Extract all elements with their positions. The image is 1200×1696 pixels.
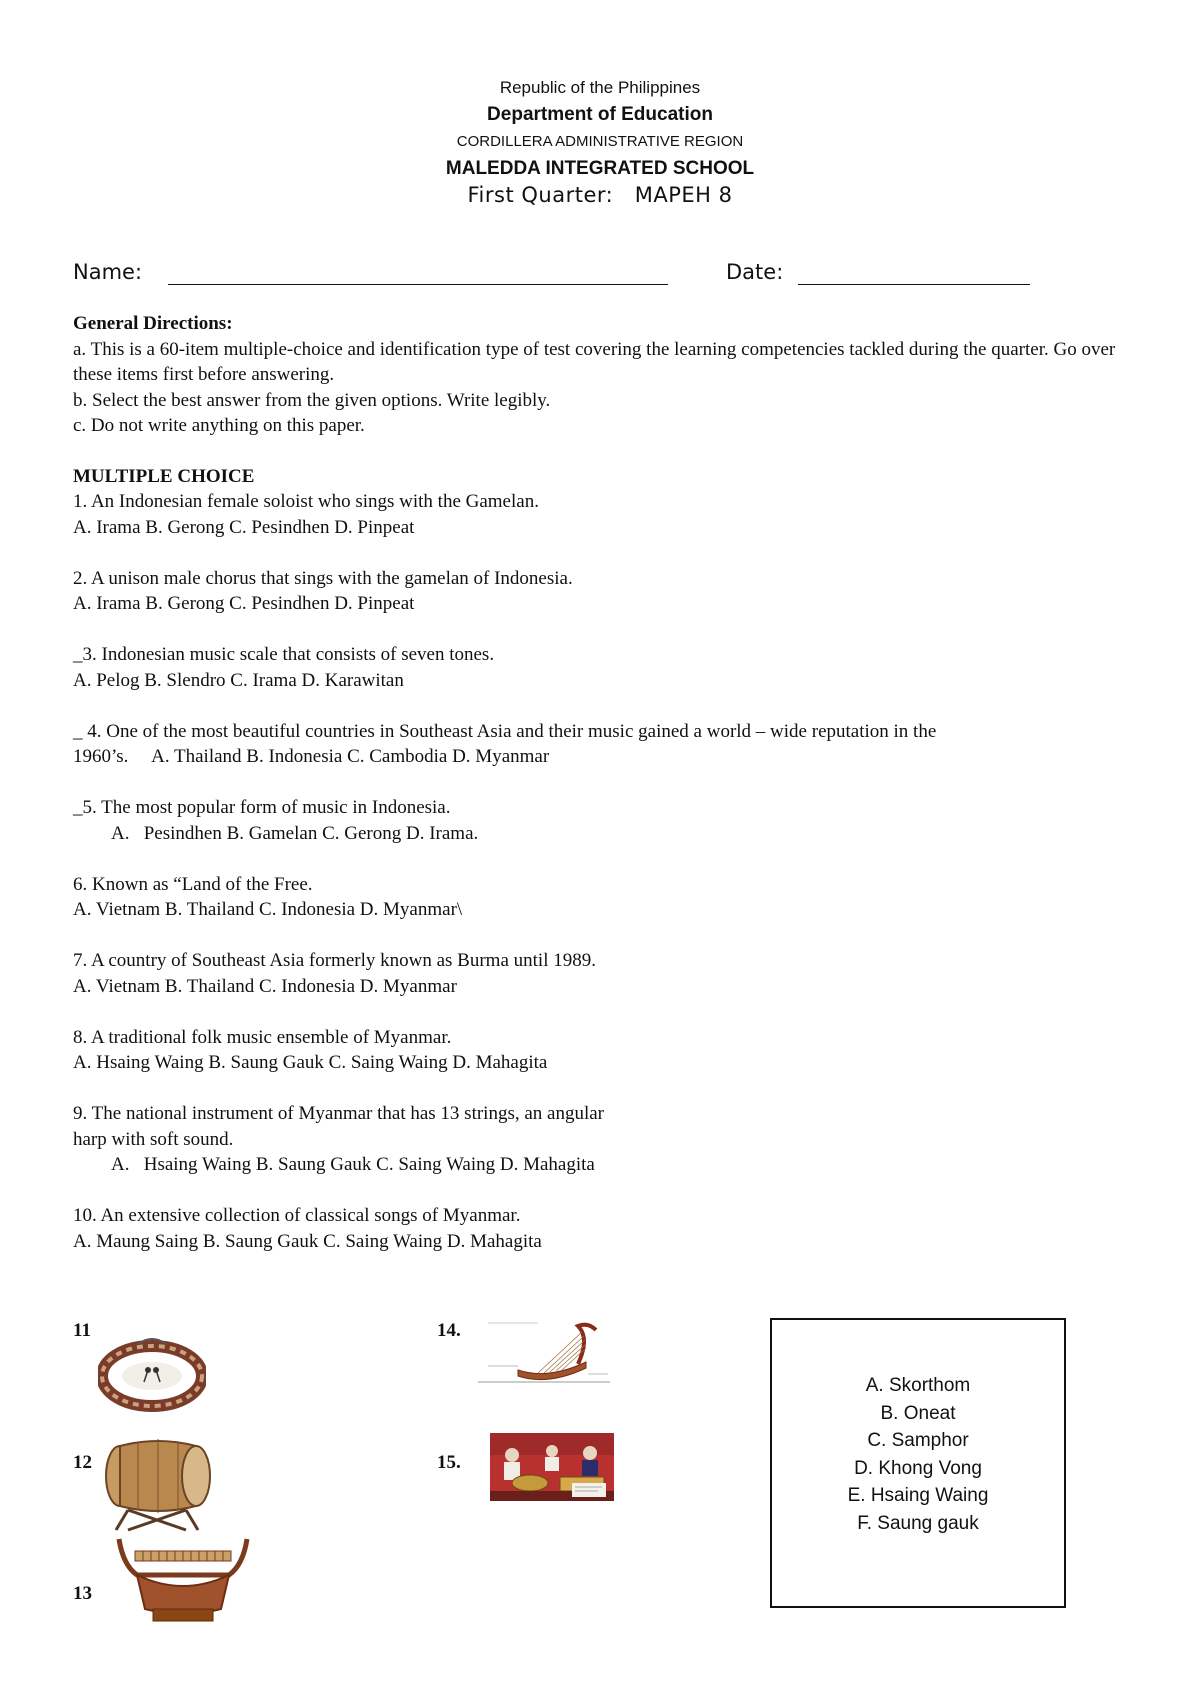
question-options: A. Hsaing Waing B. Saung Gauk C. Saing Waing D. Mahagita — [111, 1154, 595, 1175]
direction-b: b. Select the best answer from the given options. Write legibly. — [73, 389, 551, 411]
date-label: Date: — [726, 260, 784, 284]
question-options: A. Maung Saing B. Saung Gauk C. Saing Waing D. Mahagita — [73, 1230, 542, 1252]
question-text: 8. A traditional folk music ensemble of Myanmar. — [73, 1026, 452, 1048]
question-options: A. Irama B. Gerong C. Pesindhen D. Pinpeat — [73, 593, 415, 614]
question-text-continued: harp with soft sound. — [73, 1128, 234, 1150]
question-text: 10. An extensive collection of classical songs of Myanmar. — [73, 1205, 521, 1226]
item-number-14: 14. — [437, 1320, 461, 1341]
quarter-title: First Quarter: MAPEH 8 — [467, 183, 733, 207]
answer-choices-list — [772, 1372, 1064, 1537]
question-item — [73, 948, 1133, 999]
question-text: 2. A unison male chorus that sings with the gamelan of Indonesia. — [73, 567, 573, 589]
question-text: 9. The national instrument of Myanmar that has 13 strings, an angular — [73, 1103, 605, 1124]
question-item — [73, 1101, 1133, 1178]
question-item — [73, 795, 1133, 846]
document-header — [0, 74, 1200, 209]
question-options: A. Vietnam B. Thailand C. Indonesia D. Myanmar — [73, 975, 457, 997]
ensemble-photo-image — [490, 1433, 614, 1501]
question-item — [73, 719, 1133, 770]
school-name: MALEDDA INTEGRATED SCHOOL — [445, 158, 755, 179]
question-text: _3. Indonesian music scale that consists of seven tones. — [73, 644, 495, 665]
choice-item: D. Khong Vong — [854, 1457, 982, 1479]
gong-circle-image — [98, 1330, 206, 1414]
direction-a: a. This is a 60-item multiple-choice and identification type of test covering the learning competencies tackled during the quarter. Go over these items first before answering. — [73, 338, 1116, 385]
question-options: 1960’s. A. Thailand B. Indonesia C. Cambodia D. Myanmar — [73, 746, 550, 767]
question-options: A. Hsaing Waing B. Saung Gauk C. Saing Waing D. Mahagita — [73, 1052, 548, 1073]
barrel-drum-image — [98, 1432, 216, 1532]
choice-item: B. Oneat — [880, 1402, 956, 1424]
question-item — [73, 1203, 1133, 1254]
name-label: Name: — [73, 260, 143, 284]
choice-item: A. Skorthom — [865, 1375, 971, 1396]
question-text: 1. An Indonesian female soloist who sings with the Gamelan. — [73, 491, 539, 512]
question-text: _5. The most popular form of music in Indonesia. — [73, 797, 451, 818]
answer-choices-box — [770, 1318, 1066, 1608]
question-options: A. Pesindhen B. Gamelan C. Gerong D. Irama. — [111, 822, 479, 844]
directions-title: General Directions: — [73, 313, 233, 334]
question-item — [73, 872, 1133, 923]
question-item — [73, 1025, 1133, 1076]
question-text: 7. A country of Southeast Asia formerly known as Burma until 1989. — [73, 950, 596, 971]
question-text: 6. Known as “Land of the Free. — [73, 873, 313, 895]
question-item — [73, 642, 1133, 693]
item-number-15: 15. — [437, 1452, 461, 1473]
region-line: CORDILLERA ADMINISTRATIVE REGION — [456, 133, 744, 150]
question-options: A. Vietnam B. Thailand C. Indonesia D. Myanmar\ — [73, 899, 463, 920]
exam-body — [73, 311, 1133, 1280]
question-item — [73, 566, 1133, 617]
department-line: Department of Education — [487, 104, 713, 125]
question-options: A. Irama B. Gerong C. Pesindhen D. Pinpeat — [73, 516, 415, 538]
date-blank-line[interactable] — [798, 284, 1030, 285]
question-item — [73, 489, 1133, 540]
choice-item: C. Samphor — [867, 1430, 969, 1451]
name-date-row — [73, 260, 1033, 290]
item-number-12: 12 — [73, 1452, 92, 1473]
item-number-13: 13 — [73, 1583, 92, 1604]
xylophone-image — [113, 1535, 253, 1627]
harp-diagram-image — [478, 1318, 610, 1384]
name-blank-line[interactable] — [168, 284, 668, 285]
question-text: _ 4. One of the most beautiful countries in Southeast Asia and their music gained a world – wide reputation in the — [73, 720, 937, 742]
republic-line: Republic of the Philippines — [499, 78, 701, 97]
item-number-11: 11 — [73, 1320, 91, 1341]
question-options: A. Pelog B. Slendro C. Irama D. Karawitan — [73, 669, 404, 691]
direction-c: c. Do not write anything on this paper. — [73, 415, 365, 436]
choice-item: F. Saung gauk — [857, 1512, 979, 1534]
choice-item: E. Hsaing Waing — [847, 1485, 989, 1506]
section-title: MULTIPLE CHOICE — [73, 465, 255, 487]
